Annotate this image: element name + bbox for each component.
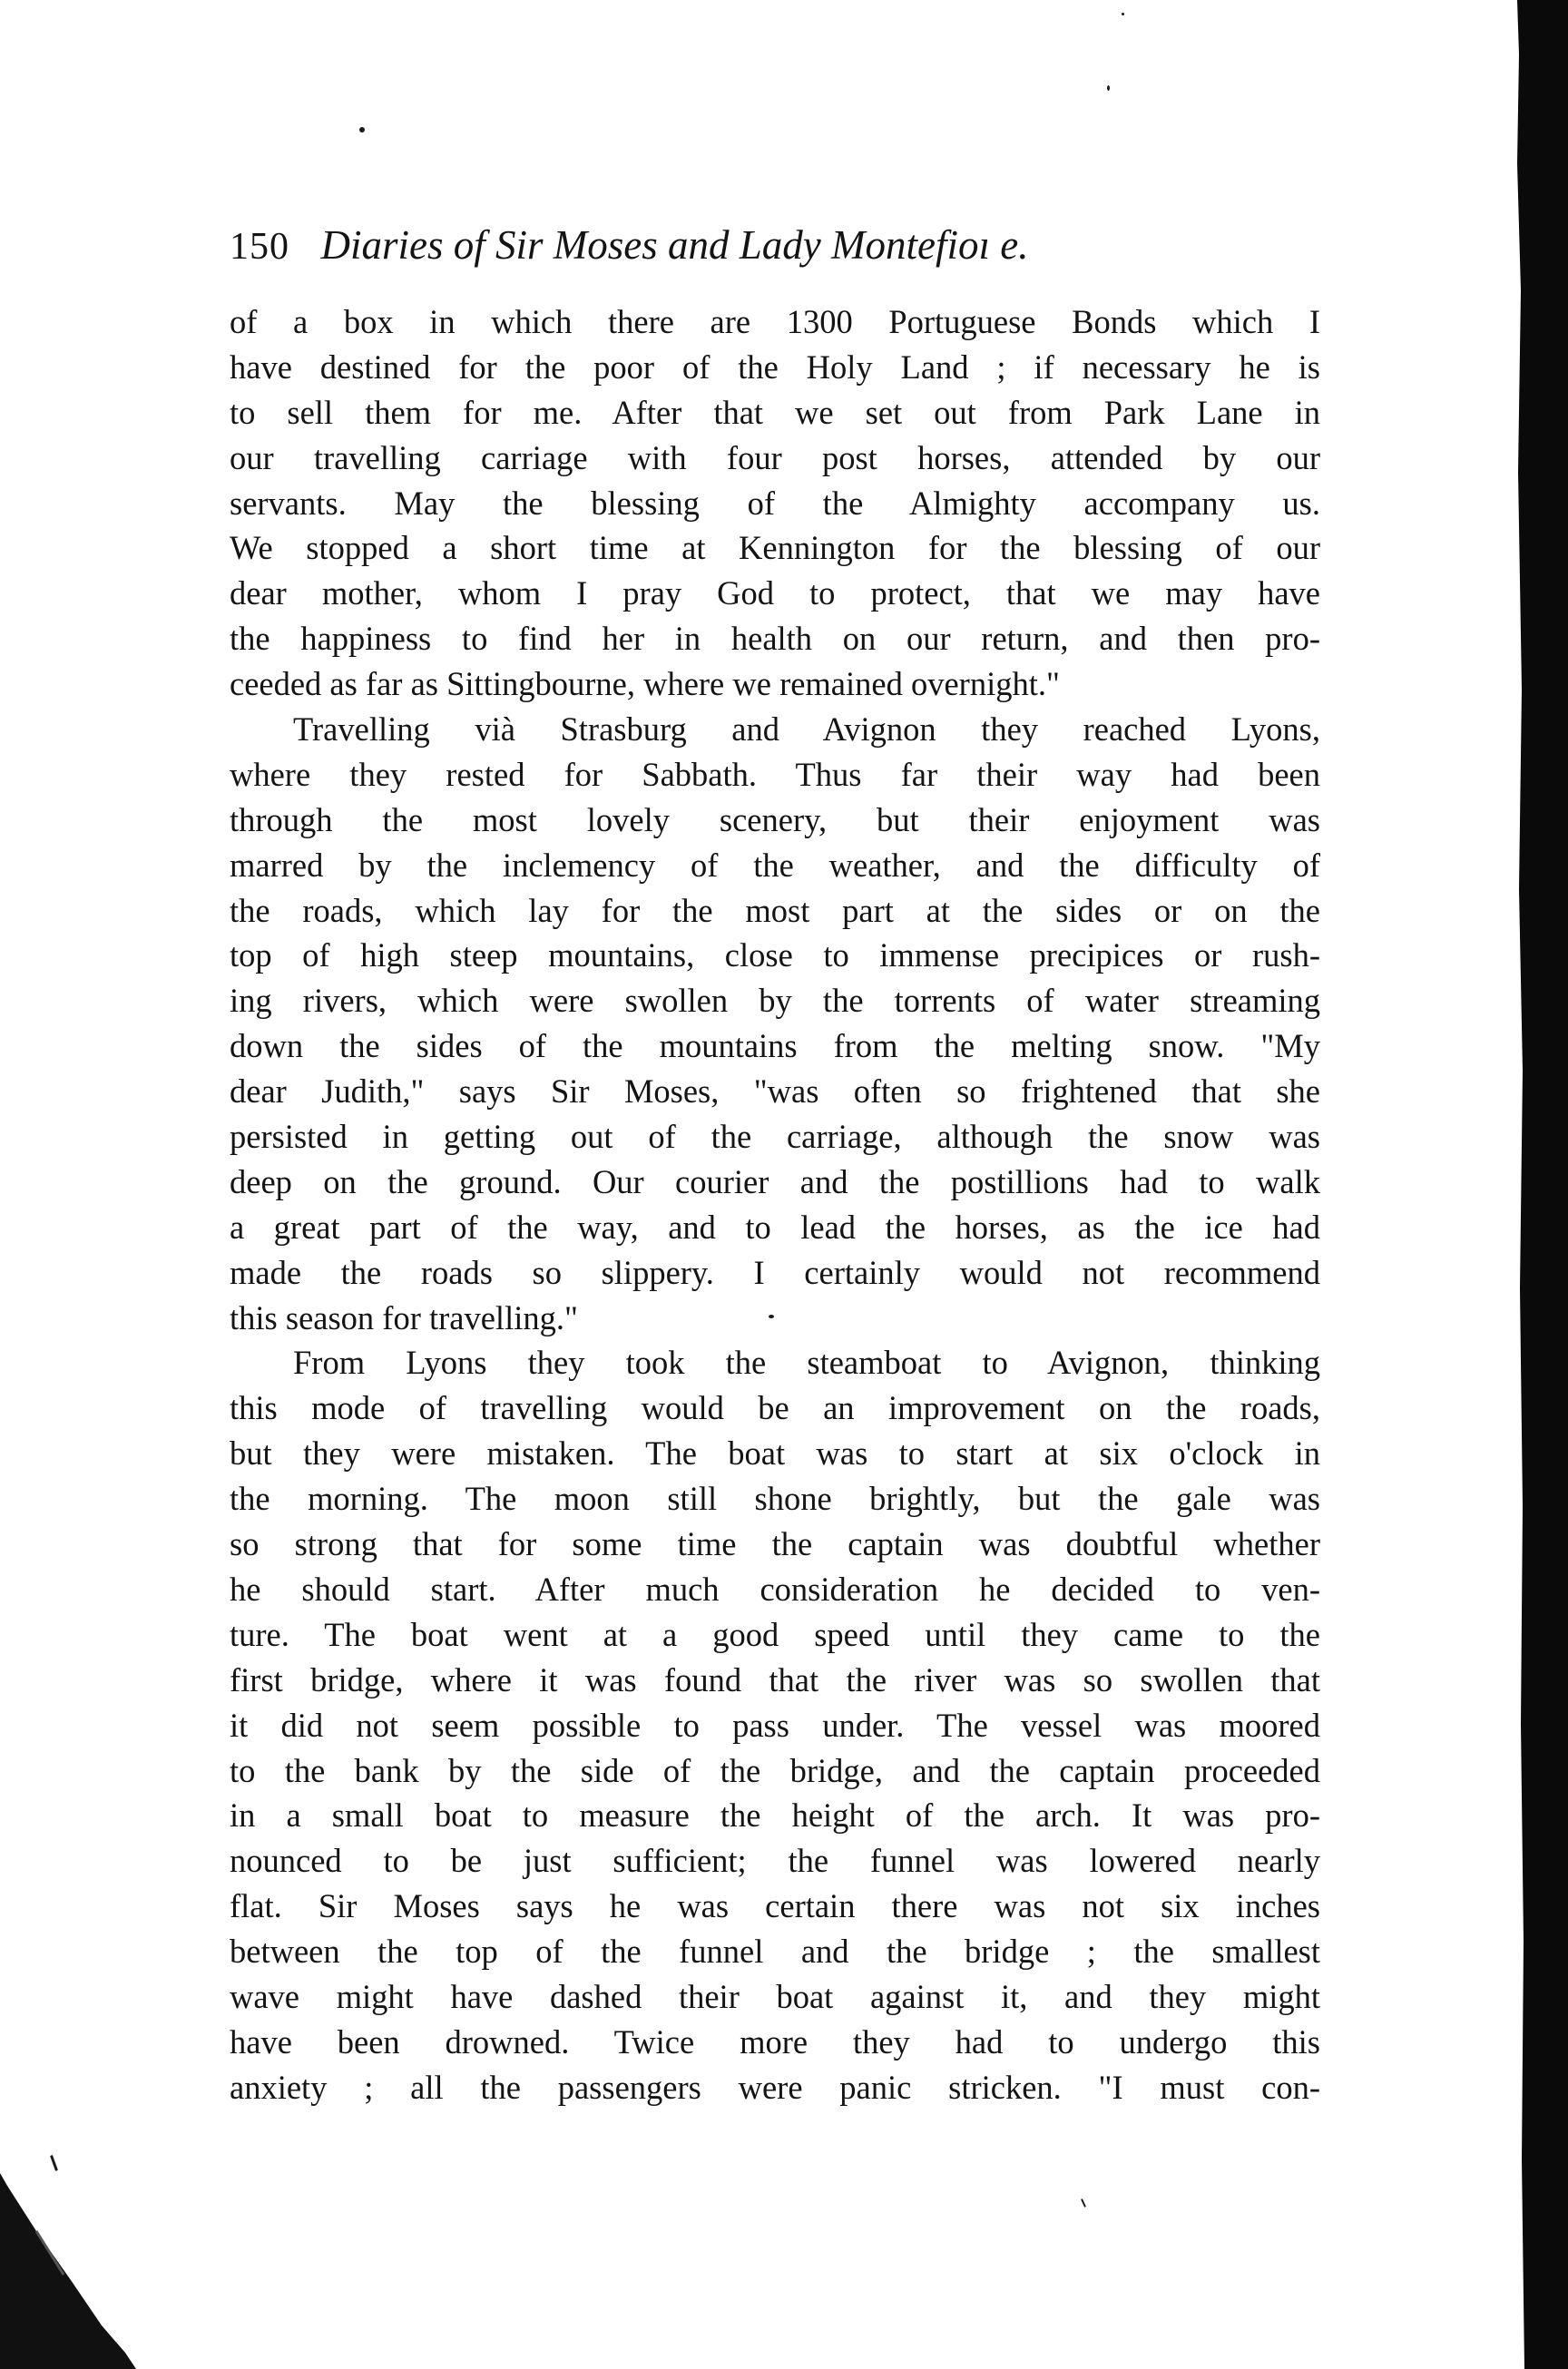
text-line: in a small boat to measure the height of the arch. It was pro- (230, 1796, 1320, 1835)
text-line: this mode of travelling would be an improvement on the roads, (230, 1389, 1320, 1427)
paragraph-start-line: Travelling vià Strasburg and Avignon they reached Lyons, (293, 710, 1320, 749)
text-line: so strong that for some time the captain was doubtful whether (230, 1525, 1320, 1563)
text-line: wave might have dashed their boat against it, and they might (230, 1977, 1320, 2015)
text-line: dear mother, whom I pray God to protect, that we may have (230, 574, 1320, 612)
page-number: 150 (230, 226, 289, 268)
text-line: have destined for the poor of the Holy Land ; if necessary he is (230, 348, 1320, 386)
text-line: deep on the ground. Our courier and the postillions had to walk (230, 1162, 1320, 1200)
running-title: Diaries of Sir Moses and Lady Montefioı e. (320, 222, 1029, 268)
text-line: ing rivers, which were swollen by the torrents of water streaming (230, 982, 1320, 1020)
text-line: flat. Sir Moses says he was certain there was not six inches (230, 1887, 1320, 1925)
text-line: made the roads so slippery. I certainly would not recommend (230, 1253, 1320, 1291)
ink-speck (769, 1315, 774, 1318)
text-line: of a box in which there are 1300 Portuguese Bonds which I (230, 303, 1320, 340)
ink-speck (1122, 13, 1124, 15)
text-line: anxiety ; all the passengers were panic stricken. "I must con- (230, 2068, 1320, 2106)
text-line: to the bank by the side of the bridge, and the captain proceeded (230, 1751, 1320, 1789)
text-line: between the top of the funnel and the bridge ; the smallest (230, 1933, 1320, 1971)
text-line: ture. The boat went at a good speed until they came to the (230, 1615, 1320, 1653)
text-line: We stopped a short time at Kennington for the blessing of our (230, 529, 1320, 567)
text-line: persisted in getting out of the carriage, although the snow was (230, 1118, 1320, 1156)
text-line: our travelling carriage with four post horses, attended by our (230, 438, 1320, 476)
text-line: the morning. The moon still shone brightly, but the gale was (230, 1480, 1320, 1518)
text-line: a great part of the way, and to lead the horses, as the ice had (230, 1208, 1320, 1246)
text-line: down the sides of the mountains from the melting snow. "My (230, 1027, 1320, 1065)
text-line: through the most lovely scenery, but their enjoyment was (230, 800, 1320, 838)
text-line: where they rested for Sabbath. Thus far their way had been (230, 755, 1320, 793)
text-line: first bridge, where it was found that the river was so swollen that (230, 1660, 1320, 1698)
running-head (230, 216, 1318, 274)
ink-speck (1081, 2198, 1086, 2207)
text-line: to sell them for me. After that we set out from Park Lane in (230, 393, 1320, 431)
body-text (230, 299, 1320, 2110)
text-line: nounced to be just sufficient; the funnel was lowered nearly (230, 1842, 1320, 1880)
spine-shadow (1506, 0, 1568, 2369)
text-line: marred by the inclemency of the weather, and the difficulty of (230, 846, 1320, 884)
ink-speck (50, 2155, 58, 2171)
text-line: servants. May the blessing of the Almighty accompany us. (230, 484, 1320, 522)
text-line: but they were mistaken. The boat was to start at six o'clock in (230, 1434, 1320, 1473)
corner-shadow (0, 2173, 181, 2369)
text-line: this season for travelling." (230, 1298, 578, 1336)
ink-speck (359, 127, 365, 132)
text-line: have been drowned. Twice more they had to undergo this (230, 2022, 1320, 2061)
text-line: it did not seem possible to pass under. The vessel was moored (230, 1706, 1320, 1744)
text-line: ceeded as far as Sittingbourne, where we remained overnight." (230, 665, 1060, 703)
text-line: the roads, which lay for the most part at the sides or on the (230, 891, 1320, 929)
text-line: top of high steep mountains, close to immense precipices or rush- (230, 936, 1320, 974)
text-line: the happiness to find her in health on our return, and then pro- (230, 620, 1320, 658)
ink-speck (1107, 85, 1110, 91)
paragraph-start-line: From Lyons they took the steamboat to Avignon, thinking (293, 1344, 1320, 1382)
text-line: he should start. After much consideration he decided to ven- (230, 1570, 1320, 1608)
text-line: dear Judith," says Sir Moses, "was often so frightened that she (230, 1072, 1320, 1111)
